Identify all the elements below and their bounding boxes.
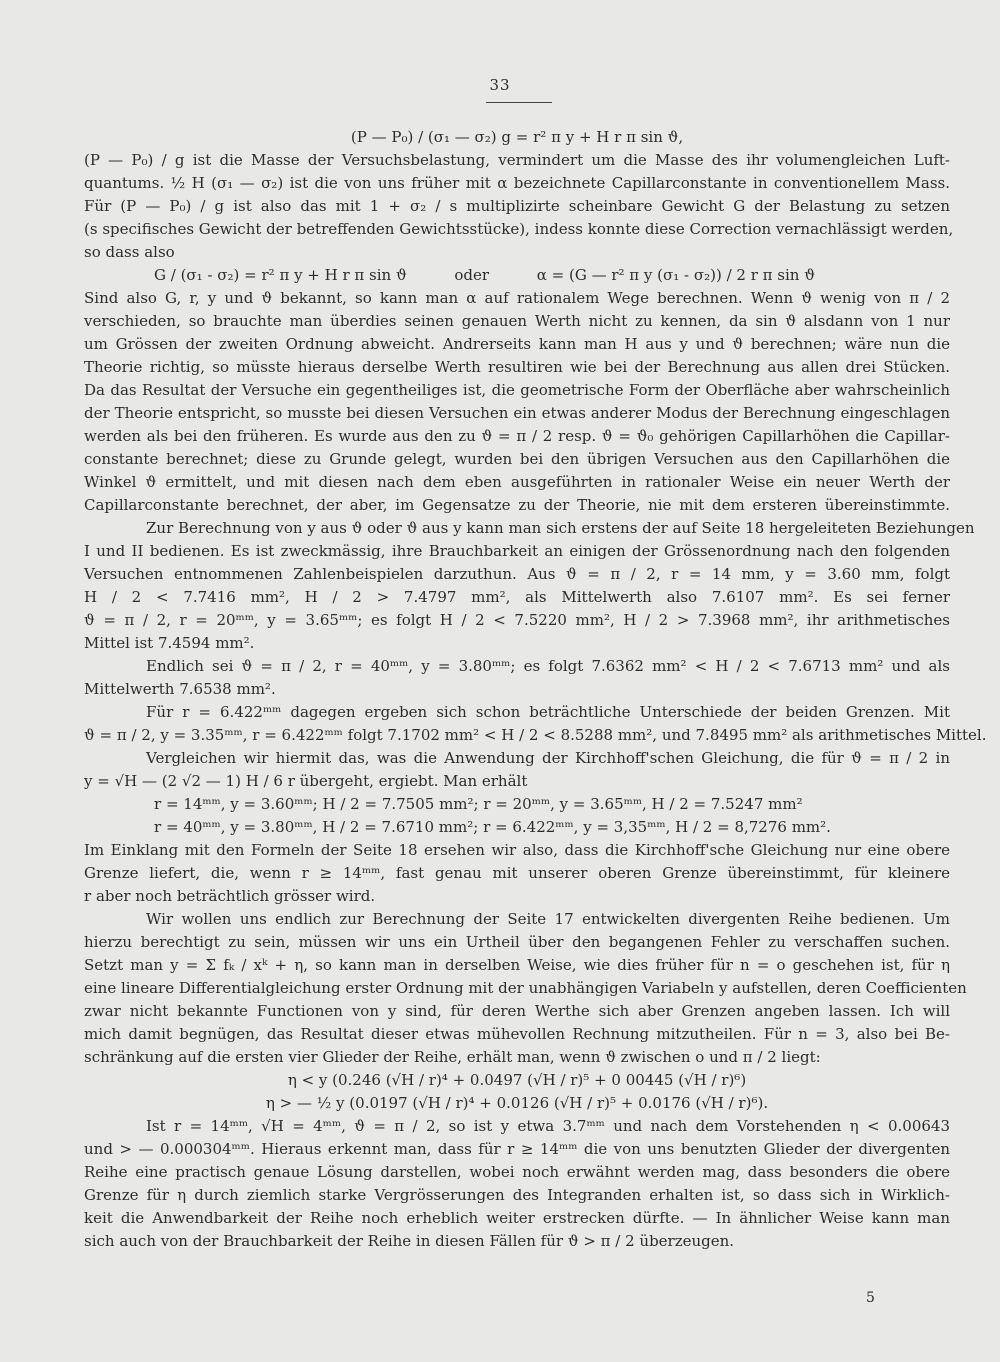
equation-line: (P — P₀) / (σ₁ — σ₂) g = r² π y + H r π sin ϑ, — [350, 128, 684, 146]
text-line: hierzu berechtigt zu sein, müssen wir uns ein Urtheil über den begangenen Fehler zu verschaffen suchen. — [84, 933, 950, 951]
equation-line: η < y (0.246 (√H / r)⁴ + 0.0497 (√H / r)⁵ + 0 00445 (√H / r)⁶) — [287, 1071, 747, 1089]
text-line: mich damit begnügen, das Resultat dieser etwas mühevollen Rechnung mitzutheilen. Für n = 3, also bei Be- — [84, 1025, 950, 1043]
text-line: sich auch von der Brauchbarkeit der Reihe in diesen Fällen für ϑ > π / 2 überzeugen. — [84, 1232, 735, 1250]
text-line: Versuchen entnommenen Zahlenbeispielen darzuthun. Aus ϑ = π / 2, r = 14 mm, y = 3.60 mm, folgt — [84, 565, 950, 583]
text-line: Für (P — P₀) / g ist also das mit 1 + σ₂ / s multiplizirte scheinbare Gewicht G der Belastung zu setzen — [84, 197, 950, 215]
text-line: Vergleichen wir hiermit das, was die Anwendung der Kirchhoff'schen Gleichung, die für ϑ = π / 2 in — [146, 749, 950, 767]
text-line: Da das Resultat der Versuche ein gegentheiliges ist, die geometrische Form der Oberfläche aber wahrscheinlich — [84, 381, 950, 399]
text-line: und > — 0.000304ᵐᵐ. Hieraus erkennt man, dass für r ≥ 14ᵐᵐ die von uns benutzten Glieder der divergenten — [84, 1140, 950, 1158]
text-line: Winkel ϑ ermittelt, und mit diesen nach dem eben ausgeführten in rationaler Weise ein neuer Werth der — [84, 473, 950, 491]
equation-line: r = 14ᵐᵐ, y = 3.60ᵐᵐ; H / 2 = 7.7505 mm²; r = 20ᵐᵐ, y = 3.65ᵐᵐ, H / 2 = 7.5247 mm² — [154, 795, 803, 813]
equation-line: r = 40ᵐᵐ, y = 3.80ᵐᵐ, H / 2 = 7.6710 mm²; r = 6.422ᵐᵐ, y = 3,35ᵐᵐ, H / 2 = 8,7276 mm². — [154, 818, 831, 836]
text-line: (P — P₀) / g ist die Masse der Versuchsbelastung, vermindert um die Masse des ihr volumengleichen Luft- — [84, 151, 950, 169]
text-line: Theorie richtig, so müsste hieraus derselbe Werth resultiren wie bei der Berechnung aus allen drei Stücken. — [84, 358, 950, 376]
text-line: Für r = 6.422ᵐᵐ dagegen ergeben sich schon beträchtliche Unterschiede der beiden Grenzen. Mit — [146, 703, 950, 721]
text-line: der Theorie entspricht, so musste bei diesen Versuchen ein etwas anderer Modus der Berechnung eingeschlagen — [84, 404, 950, 422]
body-text — [84, 126, 987, 1253]
text-line: ϑ = π / 2, r = 20ᵐᵐ, y = 3.65ᵐᵐ; es folgt H / 2 < 7.5220 mm², H / 2 > 7.3968 mm², ihr arithmetisches — [84, 611, 950, 629]
header-rule — [486, 102, 552, 103]
text-line: keit die Anwendbarkeit der Reihe noch erheblich weiter erstrecken dürfte. — In ähnlicher Weise kann man — [84, 1209, 950, 1227]
text-line: y = √H — (2 √2 — 1) H / 6 r übergeht, ergiebt. Man erhält — [84, 772, 528, 790]
text-line: Mittel ist 7.4594 mm². — [84, 634, 255, 652]
text-line: I und II bedienen. Es ist zweckmässig, ihre Brauchbarkeit an einigen der Grössenordnung nach den folgenden — [84, 542, 950, 560]
text-line: Mittelwerth 7.6538 mm². — [84, 680, 276, 698]
text-line: Im Einklang mit den Formeln der Seite 18 ersehen wir also, dass die Kirchhoff'sche Gleichung nur eine obere — [84, 841, 950, 859]
text-line: Ist r = 14ᵐᵐ, √H = 4ᵐᵐ, ϑ = π / 2, so ist y etwa 3.7ᵐᵐ und nach dem Vorstehenden η < 0.00643 — [146, 1117, 950, 1135]
text-line: constante berechnet; diese zu Grunde gelegt, wurden bei den übrigen Versuchen aus den Capillarhöhen die — [84, 450, 950, 468]
text-line: Reihe eine practisch genaue Lösung darstellen, wobei noch erwähnt werden mag, dass besonders die obere — [84, 1163, 950, 1181]
equation-line: η > — ½ y (0.0197 (√H / r)⁴ + 0.0126 (√H / r)⁵ + 0.0176 (√H / r)⁶). — [265, 1094, 769, 1112]
text-line: Wir wollen uns endlich zur Berechnung der Seite 17 entwickelten divergenten Reihe bedienen. Um — [146, 910, 950, 928]
text-line: ϑ = π / 2, y = 3.35ᵐᵐ, r = 6.422ᵐᵐ folgt 7.1702 mm² < H / 2 < 8.5288 mm², und 7.8495 mm² als arithmetisches Mittel. — [84, 726, 987, 744]
text-line: werden als bei den früheren. Es wurde aus den zu ϑ = π / 2 resp. ϑ = ϑ₀ gehörigen Capillarhöhen die Capillar- — [84, 427, 950, 445]
text-line: Setzt man y = Σ fₖ / xᵏ + η, so kann man in derselben Weise, wie dies früher für n = o geschehen ist, für η — [84, 956, 950, 974]
text-line: verschieden, so brauchte man überdies seinen genauen Werth nicht zu kennen, da sin ϑ alsdann von 1 nur — [84, 312, 950, 330]
equation-line: G / (σ₁ - σ₂) = r² π y + H r π sin ϑ oder α = (G — r² π y (σ₁ - σ₂)) / 2 r π sin ϑ — [154, 266, 815, 284]
text-line: zwar nicht bekannte Functionen von y sind, für deren Werthe sich aber Grenzen angeben lassen. Ich will — [84, 1002, 950, 1020]
text-line: Sind also G, r, y und ϑ bekannt, so kann man α auf rationalem Wege berechnen. Wenn ϑ wenig von π / 2 — [84, 289, 950, 307]
text-line: Endlich sei ϑ = π / 2, r = 40ᵐᵐ, y = 3.80ᵐᵐ; es folgt 7.6362 mm² < H / 2 < 7.6713 mm² und als — [146, 657, 950, 675]
text-line: so dass also — [84, 243, 175, 261]
text-line: eine lineare Differentialgleichung erster Ordnung mit der unabhängigen Variabeln y aufstellen, deren Coefficienten — [84, 979, 967, 997]
text-line: Grenze liefert, die, wenn r ≥ 14ᵐᵐ, fast genau mit unserer oberen Grenze übereinstimmt, für kleinere — [84, 864, 950, 882]
text-line: schränkung auf die ersten vier Glieder der Reihe, erhält man, wenn ϑ zwischen o und π / 2 liegt: — [84, 1048, 821, 1066]
text-line: (s specifisches Gewicht der betreffenden Gewichtsstücke), indess konnte diese Correction vernachlässigt werden, — [84, 220, 954, 238]
text-line: r aber noch beträchtlich grösser wird. — [84, 887, 376, 905]
text-line: um Grössen der zweiten Ordnung abweicht. Andrerseits kann man H aus y und ϑ berechnen; wäre nun die — [84, 335, 950, 353]
text-line: Zur Berechnung von y aus ϑ oder ϑ aus y kann man sich erstens der auf Seite 18 hergeleiteten Beziehungen — [146, 519, 975, 537]
text-line: quantums. ½ H (σ₁ — σ₂) ist die von uns früher mit α bezeichnete Capillarconstante in conventionellem Mass. — [84, 174, 950, 192]
text-line: H / 2 < 7.7416 mm², H / 2 > 7.4797 mm², als Mittelwerth also 7.6107 mm². Es sei ferner — [84, 588, 950, 606]
page-number: 33 — [489, 76, 511, 94]
footer-signature: 5 — [866, 1290, 875, 1306]
text-line: Capillarconstante berechnet, der aber, im Gegensatze zu der Theorie, nie mit dem ersteren übereinstimmte. — [84, 496, 950, 514]
text-line: Grenze für η durch ziemlich starke Vergrösserungen des Integranden erhalten ist, so dass sich in Wirklich- — [84, 1186, 950, 1204]
